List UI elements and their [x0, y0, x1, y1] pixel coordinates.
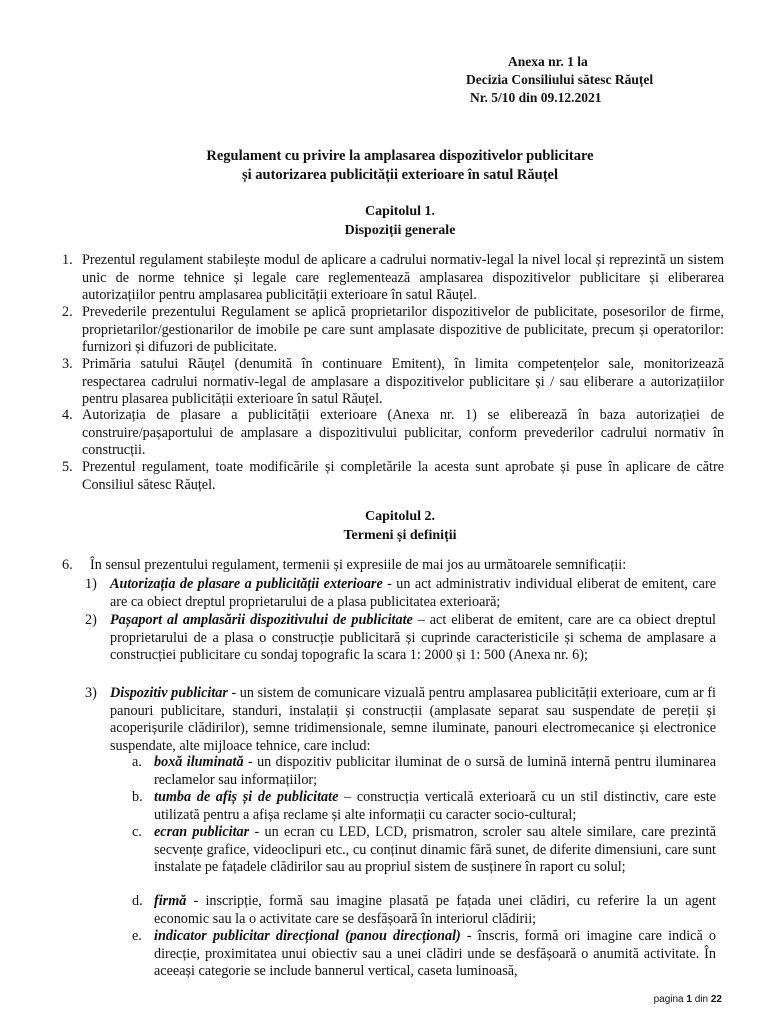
- subdefinition-term: tumba de afiș și de publicitate: [154, 789, 339, 805]
- subdefinition-text: - inscripție, formă sau imagine plasată pe fațada unei clădiri, cu referire la un agent economic sau la o activitate care se desfășoară în interiorul clădirii;: [154, 893, 716, 927]
- definition-number: 1): [85, 576, 97, 592]
- subdefinition-term: boxă iluminată: [154, 754, 244, 770]
- definition-number: 3): [85, 685, 97, 701]
- annex-header: [466, 53, 653, 107]
- subdefinition-text: - un dispozitiv publicitar iluminat de o sursă de lumină internă pentru iluminarea reclamelor sau informațiilor;: [154, 754, 716, 788]
- chapter2-heading: Capitolul 2.: [364, 509, 435, 524]
- list-item: Prezentul regulament stabilește modul de aplicare a cadrului normativ-legal la nivel local și reprezintă un sistem unic de norme tehnice și legale care reglementează amplasarea dispozitivelor publicitare și eliberarea autorizațiilor pentru amplasarea publicității exterioare în satul Răuțel.: [82, 252, 724, 303]
- item-number: 4.: [62, 407, 73, 423]
- subdefinition-text: - un ecran cu LED, LCD, prismatron, scroler sau altele similare, care prezintă secvențe grafice, videoclipuri etc., cu conținut dinamic fără sunet, de diferite dimensiuni, care sunt instalate pe fațadele clădirilor sau au propriul sistem de susținere în raport cu solul;: [154, 824, 716, 875]
- document-title-line-2: și autorizarea publicității exterioare în satul Răuțel: [241, 167, 558, 183]
- page-footer: [654, 994, 722, 1005]
- definition-term: Autorizația de plasare a publicității exterioare: [110, 576, 383, 592]
- definition-text: - un act administrativ individual eliberat de emitent, care are ca obiect dreptul proprietarului de a plasa publicitatea exterioară;: [110, 576, 716, 610]
- subdefinition-text: – construcția verticală exterioară cu un stil distinctiv, care este utilizată pentru a afișa reclame și alte informații cu caracter socio-cultural;: [154, 789, 716, 823]
- subdefinition-letter: a.: [132, 754, 142, 770]
- subdefinition-letter: e.: [132, 928, 142, 944]
- footer-page-number: 1: [686, 994, 692, 1005]
- definition-number: 2): [85, 612, 97, 628]
- item-number: 5.: [62, 459, 73, 475]
- subdefinition-item: [154, 928, 716, 981]
- list-item: Prevederile prezentului Regulament se aplică proprietarilor dispozitivelor de publicitate, posesorilor de firme, proprietarilor/gestionarilor de imobile pe care sunt amplasate dispozitive de publicitate, precum și operatorilor: furnizori și difuzori de publicitate.: [82, 304, 724, 355]
- item-number: 1.: [62, 252, 73, 268]
- subdefinition-item: [154, 824, 716, 877]
- annex-line-1: Anexa nr. 1 la: [508, 54, 588, 69]
- definition-term: Pașaport al amplasării dispozitivului de publicitate: [110, 612, 413, 628]
- list-item: În sensul prezentului regulament, termenii și expresiile de mai jos au următoarele semnificații:: [90, 557, 627, 573]
- footer-page-total: 22: [710, 994, 722, 1005]
- footer-middle: din: [691, 994, 711, 1005]
- list-item: Prezentul regulament, toate modificările și completările la acesta sunt aprobate și puse în aplicare de către Consiliul sătesc Răuțel.: [82, 459, 724, 493]
- subdefinition-item: [154, 754, 716, 789]
- definition-text: – act eliberat de emitent, care are ca obiect dreptul proprietarului de a plasa o construcție publicitară și cuprinde caracteristicile și schema de amplasare a construcției publicitare cu sondaj topografic la scara 1: 2000 și 1: 500 (Anexa nr. 6);: [110, 612, 716, 663]
- definition-text: - un sistem de comunicare vizuală pentru amplasarea publicității exterioare, cum ar fi panouri publicitare, standuri, instalații și construcții (amplasate separat sau suspendate de pereții și acoperișurile clădirilor), semne tridimensionale, semne iluminate, panouri electromecanice și electronice suspendate, alte mijloace tehnice, care includ:: [110, 685, 716, 754]
- chapter2-subheading: Termeni și definiții: [343, 528, 457, 543]
- item-number: 3.: [62, 356, 73, 372]
- subdefinition-term: indicator publicitar direcțional (panou direcțional): [154, 928, 461, 944]
- definition-item: [110, 685, 716, 755]
- footer-prefix: pagina: [653, 994, 687, 1005]
- subdefinition-text: - înscris, formă ori imagine care indică o direcție, proximitatea unui obiectiv sau a unei clădiri unde se desfășoară o anumită activitate. În aceeași categorie se include bannerul vertical, caseta luminoasă,: [154, 928, 716, 979]
- definition-item: [110, 612, 716, 665]
- subdefinition-term: firmă: [154, 893, 187, 909]
- subdefinition-letter: d.: [132, 893, 143, 909]
- item-number: 6.: [62, 557, 73, 573]
- list-item: Autorizația de plasare a publicității exterioare (Anexa nr. 1) se eliberează în baza autorizației de construire/pașaportului de amplasare a dispozitivului publicitar, conform prevederilor cadrului normativ în construcții.: [82, 407, 724, 458]
- chapter1-heading: Capitolul 1.: [364, 204, 435, 219]
- document-title-line-1: Regulament cu privire la amplasarea dispozitivelor publicitare: [206, 148, 594, 164]
- subdefinition-letter: b.: [132, 789, 143, 805]
- annex-line-2: Decizia Consiliului sătesc Răuțel: [466, 72, 654, 87]
- definition-item: [110, 576, 716, 611]
- list-item: Primăria satului Răuțel (denumită în continuare Emitent), în limita competențelor sale, monitorizează respectarea cadrului normativ-legal de amplasare a dispozitivelor publicitare și / sau eliberare a autorizațiilor pentru plasarea publicității exterioare în satul Răuțel.: [82, 356, 724, 407]
- definition-term: Dispozitiv publicitar: [110, 685, 228, 701]
- subdefinition-term: ecran publicitar: [154, 824, 250, 840]
- item-number: 2.: [62, 304, 73, 320]
- chapter1-subheading: Dispoziții generale: [344, 223, 456, 238]
- annex-line-3: Nr. 5/10 din 09.12.2021: [470, 90, 602, 105]
- subdefinition-item: [154, 789, 716, 824]
- subdefinition-item: [154, 893, 716, 928]
- subdefinition-letter: c.: [132, 824, 142, 840]
